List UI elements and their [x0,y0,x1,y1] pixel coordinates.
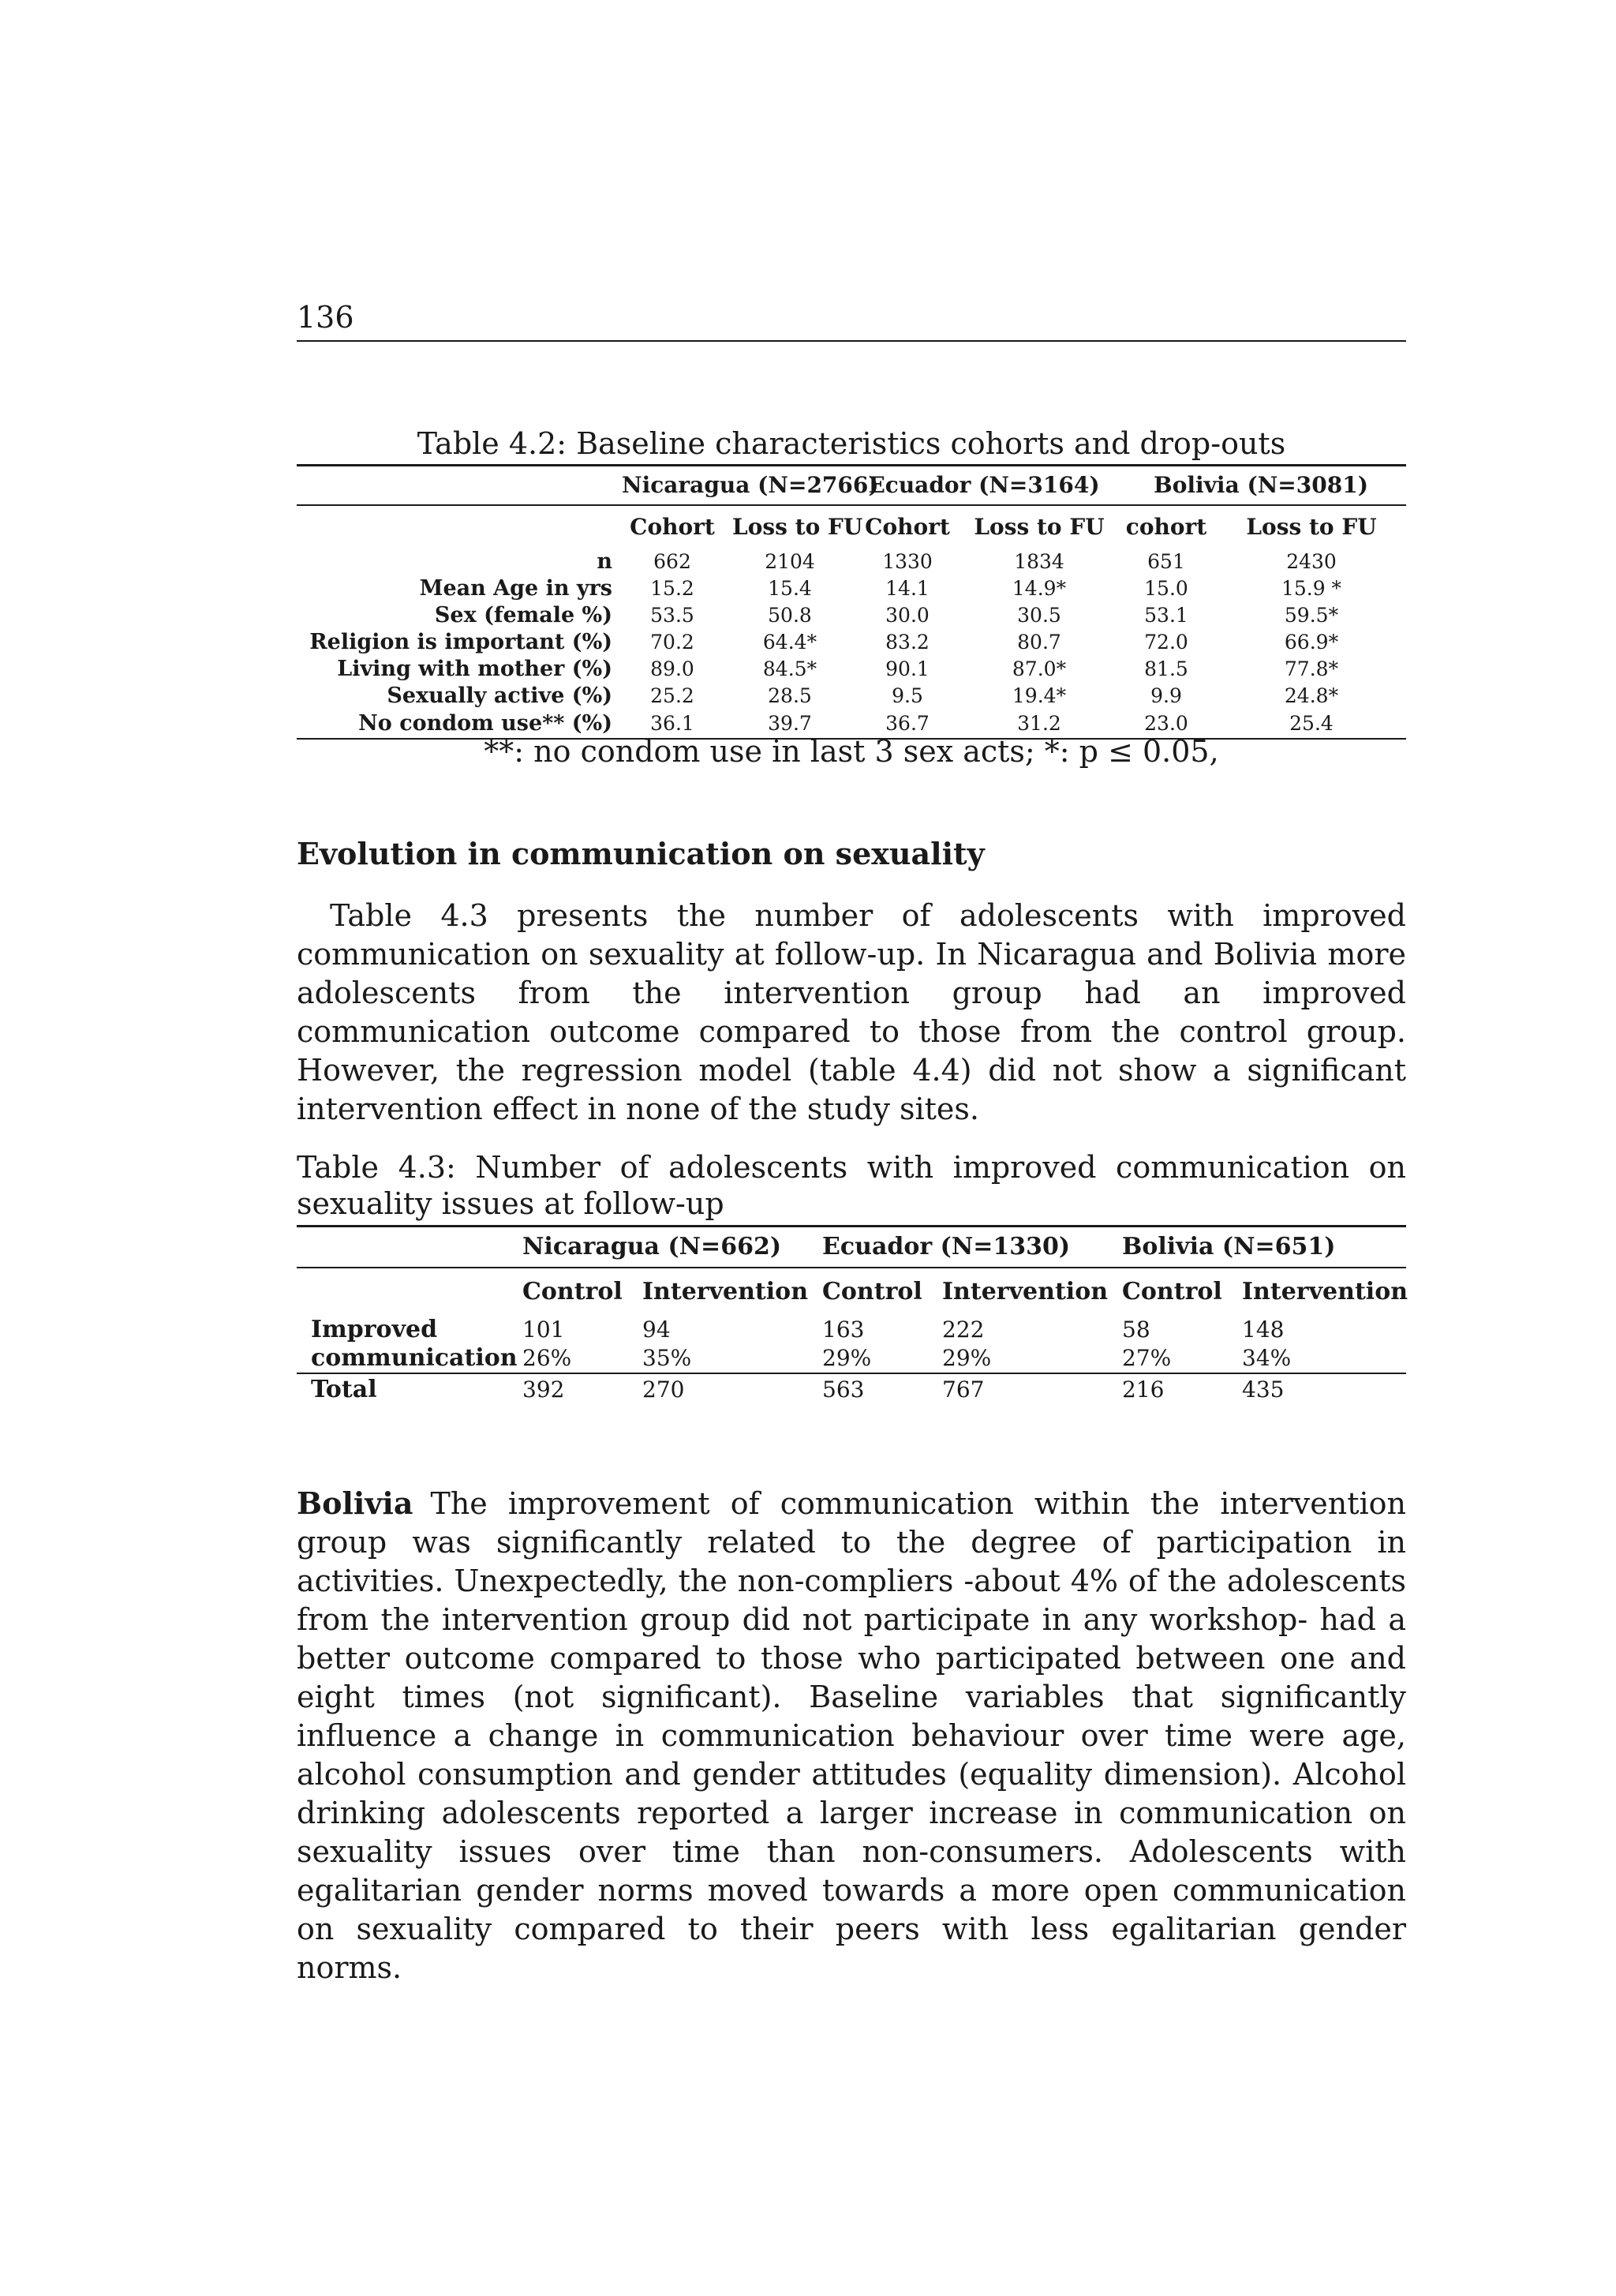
row-label: Religion is important (%) [309,630,612,654]
row-label: Mean Age in yrs [419,576,612,601]
table-row [297,1344,1406,1373]
table-cell: 25.4 [1217,710,1406,739]
table-cell: 767 [942,1376,985,1403]
table-cell: 15.2 [650,577,694,600]
table-cell: 392 [522,1376,565,1403]
table-cell: 15.0 [1144,577,1188,600]
table-cell: 25.2 [650,684,694,707]
row-label: Total [311,1376,377,1403]
table-cell: 101 [522,1317,565,1343]
row-label: Sexually active (%) [387,684,612,708]
table-cell: 14.1 [885,577,930,600]
table-cell: 28.5 [768,684,812,707]
table-cell: 15.9 * [1281,577,1342,600]
table-cell: 39.7 [728,710,852,739]
row-label: Improved [311,1316,438,1343]
table-cell: 50.8 [768,604,812,627]
section-heading: Evolution in communication on sexuality [297,836,985,871]
row-label: Sex (female %) [434,603,612,627]
table-cell: 35% [628,1344,808,1373]
table-cell: 30.0 [885,604,930,627]
table-cell: 563 [822,1376,865,1403]
table-cell: 59.5* [1284,604,1339,627]
table-cell: 83.2 [885,631,930,654]
page-number: 136 [297,300,354,335]
table-4-2-caption: Table 4.2: Baseline characteristics cohorts and drop-outs [417,426,1286,461]
table-cell: 27% [1108,1344,1228,1373]
table-cell: 90.1 [885,657,930,680]
table-4-3-subheader: Intervention [942,1278,1109,1305]
table-4-2-corner [297,466,617,506]
table-cell: 1834 [1014,550,1064,573]
table-cell: 23.0 [1116,710,1217,739]
table-row [297,575,1406,602]
row-label: No condom use** (%) [297,710,617,739]
table-4-3-group-header: Bolivia (N=651) [1108,1227,1406,1268]
table-4-2-subheader: Cohort [630,514,715,540]
table-4-3-subheader: Control [822,1278,922,1305]
table-4-2-subheader: Loss to FU [1246,514,1377,540]
table-cell: 29% [928,1344,1108,1373]
table-4-3-subheader: Intervention [642,1278,808,1305]
table-cell: 2104 [765,550,815,573]
table-4-3-group-header: Ecuador (N=1330) [808,1227,1108,1268]
table-cell: 89.0 [650,657,694,680]
table-cell: 9.5 [892,684,923,707]
table-cell: 81.5 [1144,657,1188,680]
table-cell: 29% [808,1344,928,1373]
table-cell: 15.4 [768,577,812,600]
row-label: Living with mother (%) [337,657,612,681]
table-4-3-corner [297,1227,508,1268]
table-cell: 80.7 [1017,631,1061,654]
table-cell: 270 [642,1376,685,1403]
table-cell: 64.4* [762,631,817,654]
table-cell: 84.5* [762,657,817,680]
table-4-3-corner [297,1268,508,1316]
table-cell: 216 [1122,1376,1165,1403]
table-4-2-subheader: Loss to FU [732,514,863,540]
table-cell: 58 [1122,1317,1150,1343]
table-cell: 36.1 [617,710,728,739]
row-label: n [597,549,612,574]
table-4-2-group-header: Bolivia (N=3081) [1116,466,1406,506]
body-paragraph: Table 4.3 presents the number of adolescents with improved communication on sexuality at follow-up. In Nicaragua and Bolivia more adolescents from the intervention group had an improved communication outcome compared to those from the control group. However, the regression model (table 4.4) did not show a significant intervention effect in none of the study sites. [297,898,1406,1126]
table-cell: 24.8* [1284,684,1339,707]
table-4-3-subheader: Control [522,1278,623,1305]
header-rule [297,340,1406,342]
table-row [297,549,1406,575]
table-cell: 72.0 [1144,631,1188,654]
table-cell: 1330 [882,550,933,573]
table-cell: 222 [942,1317,985,1343]
table-cell: 2430 [1286,550,1337,573]
table-4-2-group-header: Nicaragua (N=2766) [617,466,852,506]
paragraph-text: The improvement of communication within the intervention group was significantly related to the degree of participation in activities. Unexpectedly, the non-compliers -about 4% of the adolescents from the intervention group did not participate in any workshop- had a better outcome compared to those who participated between one and eight times (not significant). Baseline variables that significantly influence a change in communication behaviour over time were age, alcohol consumption and gender attitudes (equality dimension). Alcohol drinking adolescents reported a larger increase in communication on sexuality issues over time than non-consumers. Adolescents with egalitarian gender norms moved towards a more open communication on sexuality compared to their peers with less egalitarian gender norms. [297,1486,1406,1985]
table-4-2 [297,464,1406,740]
table-cell: 77.8* [1284,657,1339,680]
table-cell: 66.9* [1284,631,1339,654]
table-cell: 26% [508,1344,628,1373]
table-row [297,602,1406,629]
table-cell: 435 [1242,1376,1285,1403]
table-4-2-subheader: Loss to FU [974,514,1105,540]
table-row [297,629,1406,656]
table-4-2-footnote: **: no condom use in last 3 sex acts; *: p ≤ 0.05, [484,734,1219,769]
table-cell: 14.9* [1012,577,1067,600]
table-4-3-subheader: Intervention [1242,1278,1408,1305]
table-cell: 34% [1228,1344,1406,1373]
table-row [297,683,1406,710]
table-cell: 36.7 [852,710,963,739]
table-cell: 53.1 [1144,604,1188,627]
bolivia-paragraph [297,1484,1406,1987]
table-4-3 [297,1225,1406,1406]
table-4-3-subheader: Control [1122,1278,1222,1305]
table-4-2-corner [297,505,617,549]
table-cell: 53.5 [650,604,694,627]
table-cell: 19.4* [1012,684,1067,707]
table-cell: 148 [1242,1317,1285,1343]
table-cell: 30.5 [1017,604,1061,627]
table-4-2-subheader: Cohort [865,514,950,540]
table-cell: 94 [642,1317,671,1343]
table-cell: 9.9 [1150,684,1182,707]
table-cell: 163 [822,1317,865,1343]
table-row-total [297,1373,1406,1406]
table-4-3-group-header: Nicaragua (N=662) [508,1227,808,1268]
table-row [297,1316,1406,1344]
table-cell: 87.0* [1012,657,1067,680]
table-4-3-caption: Table 4.3: Number of adolescents with improved communication on sexuality issues at follow-up [297,1150,1406,1221]
row-label: communication [297,1344,508,1373]
table-4-2-subheader: cohort [1125,514,1207,540]
table-cell: 70.2 [650,631,694,654]
table-cell: 651 [1147,550,1185,573]
table-cell: 662 [653,550,691,573]
table-4-2-group-header: Ecuador (N=3164) [852,466,1116,506]
table-cell: 31.2 [963,710,1116,739]
table-row [297,656,1406,683]
paragraph-run-in-heading: Bolivia [297,1485,413,1521]
